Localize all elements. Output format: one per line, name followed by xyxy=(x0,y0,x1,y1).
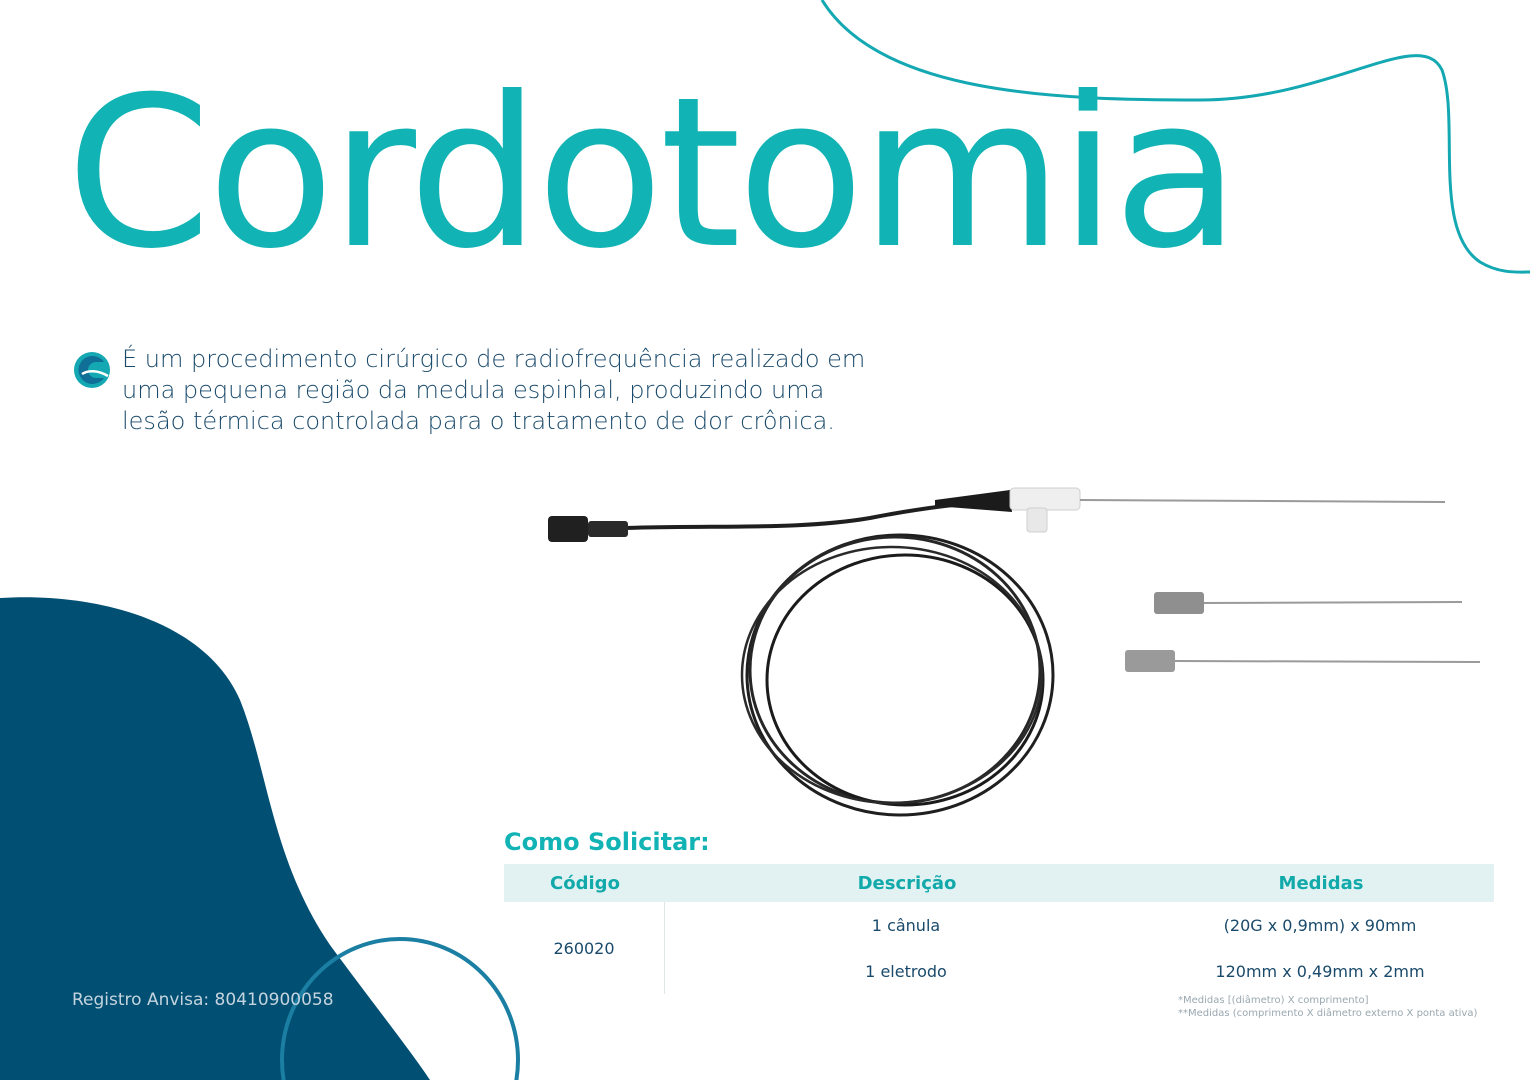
product-description: É um procedimento cirúrgico de radiofrequência realizado em uma pequena região da medula espinhal, produzindo uma lesão térmica controlada para o tratamento de dor crônica. xyxy=(122,345,866,435)
table-row xyxy=(665,948,1493,994)
cable-lead xyxy=(625,502,980,528)
product-photo xyxy=(540,470,1500,820)
row-description: 1 cânula xyxy=(871,915,941,935)
handle xyxy=(935,490,1012,512)
cable-coil xyxy=(742,535,1053,815)
header-code: Código xyxy=(550,872,620,894)
header-description: Descrição xyxy=(857,872,957,894)
electrode-needle xyxy=(1080,500,1445,502)
row-measures: (20G x 0,9mm) x 90mm xyxy=(1223,915,1417,935)
note-line: **Medidas (comprimento X diâmetro externo X ponta ativa) xyxy=(1178,1008,1478,1019)
white-hub xyxy=(1010,488,1080,510)
connector-plug xyxy=(548,516,588,542)
measure-notes xyxy=(1178,994,1508,1020)
cannula-hub-1 xyxy=(1154,592,1204,614)
note-line: *Medidas [(diâmetro) X comprimento] xyxy=(1178,995,1369,1006)
registration-number: Registro Anvisa: 80410900058 xyxy=(72,990,334,1010)
table-row xyxy=(665,902,1493,948)
table-header xyxy=(504,864,1494,902)
page-title: Cordotomia xyxy=(66,53,1237,295)
product-code: 260020 xyxy=(504,902,665,994)
header-measures: Medidas xyxy=(1278,872,1364,894)
brand-logo-icon xyxy=(72,350,112,390)
row-description: 1 eletrodo xyxy=(865,961,947,981)
table-body xyxy=(504,902,1494,994)
how-to-order-heading: Como Solicitar: xyxy=(504,828,710,856)
row-measures: 120mm x 0,49mm x 2mm xyxy=(1215,961,1425,981)
order-table xyxy=(504,864,1494,994)
cannula-hub-2 xyxy=(1125,650,1175,672)
